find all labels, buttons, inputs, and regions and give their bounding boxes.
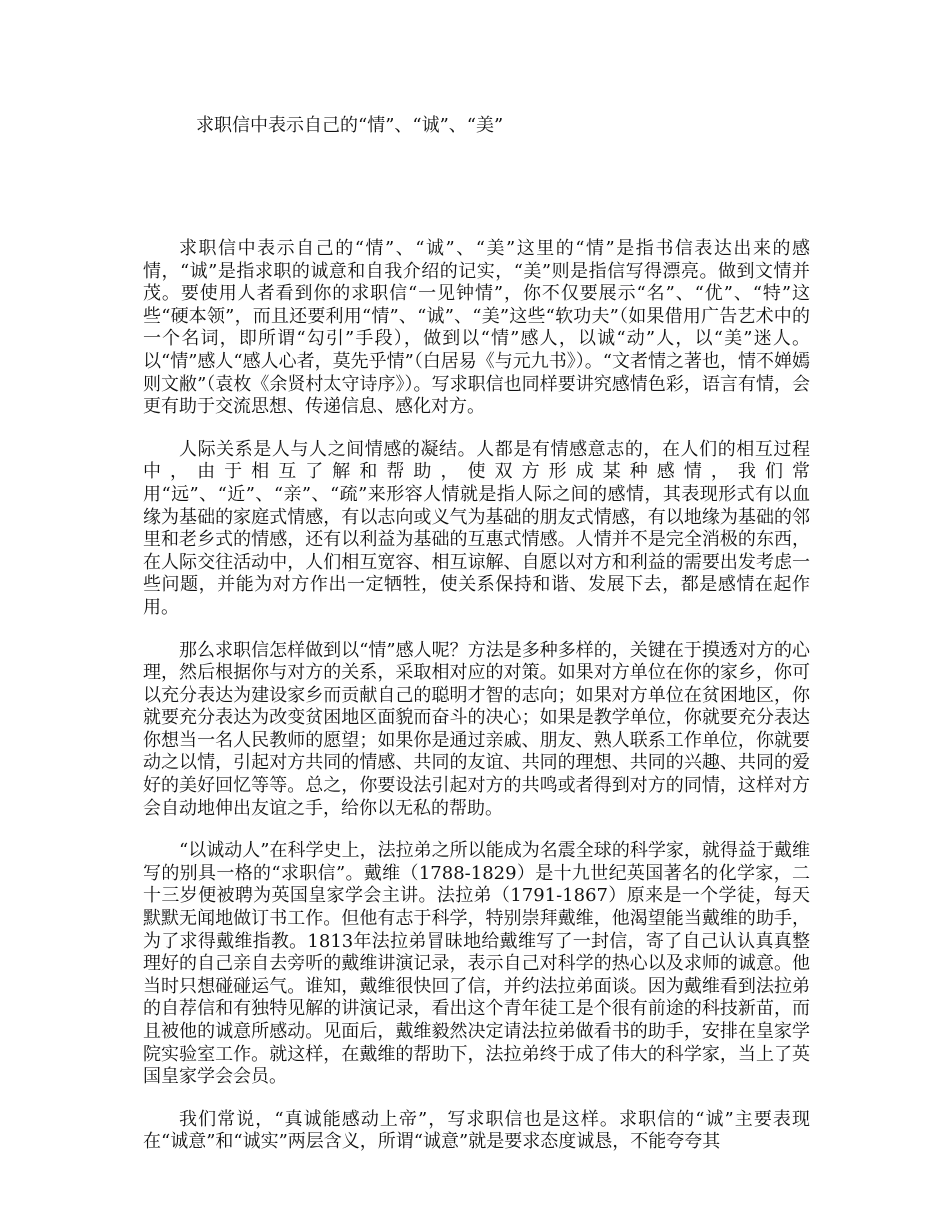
document-title: 求职信中表示自己的“情”、“诚”、“美” — [196, 115, 504, 136]
paragraph: 我们常说，“真诚能感动上帝”，写求职信也是这样。求职信的“诚”主要表现在“诚意”和“诚实”两层含义，所谓“诚意”就是要求态度诚恳，不能夸夸其 — [143, 1108, 810, 1153]
paragraph: 那么求职信怎样做到以“情”感人呢？方法是多种多样的，关键在于摸透对方的心理，然后根据你与对方的关系，采取相对应的对策。如果对方单位在你的家乡，你可以充分表达为建设家乡而贡献自己的聪明才智的志向；如果对方单位在贫困地区，你就要充分表达为改变贫困地区面貌而奋斗的决心；如果是教学单位，你就要充分表达你想当一名人民教师的愿望；如果你是通过亲戚、朋友、熟人联系工作单位，你就要动之以情，引起对方共同的情感、共同的友谊、共同的理想、共同的兴趣、共同的爱好的美好回忆等等。总之，你要设法引起对方的共鸣或者得到对方的同情，这样对方会自动地伸出友谊之手，给你以无私的帮助。 — [143, 639, 810, 819]
paragraph: 人际关系是人与人之间情感的凝结。人都是有情感意志的，在人们的相互过程中，由于相互了解和帮助，使双方形成某种感情，我们常用“远”、“近”、“亲”、“疏”来形容人情就是指人际之间的感情，其表现形式有以血缘为基础的家庭式情感，有以志向或义气为基础的朋友式情感，有以地缘为基础的邻里和老乡式的情感，还有以利益为基础的互惠式情感。人情并不是完全消极的东西，在人际交往活动中，人们相互宽容、相互谅解、自愿以对方和利益的需要出发考虑一些问题，并能为对方作出一定牺牲，使关系保持和谐、发展下去，都是感情在起作用。 — [143, 438, 810, 618]
paragraph: 求职信中表示自己的“情”、“诚”、“美”这里的“情”是指书信表达出来的感情，“诚”是指求职的诚意和自我介绍的记实，“美”则是指信写得漂亮。做到文情并茂。要使用人者看到你的求职信“一见钟情”，你不仅要展示“名”、“优”、“特”这些“硬本领”，而且还要利用“情”、“诚”、“美”这些“软功夫”（如果借用广告艺术中的一个名词，即所谓“勾引”手段），做到以“情”感人，以诚“动”人，以“美”迷人。以“情”感人“感人心者，莫先乎情”（白居易《与元九书》）。“文者情之著也，情不婵嫣则文敝”（袁枚《余贤村太守诗序》）。写求职信也同样要讲究感情色彩，语言有情，会更有助于交流思想、传递信息、感化对方。 — [143, 238, 811, 418]
paragraph: “以诚动人”在科学史上，法拉弟之所以能成为名震全球的科学家，就得益于戴维写的别具一格的“求职信”。戴维（1788-1829）是十九世纪英国著名的化学家，二十三岁便被聘为英国皇家学会主讲。法拉弟（1791-1867）原来是一个学徒，每天默默无闻地做订书工作。但他有志于科学，特别崇拜戴维，他渴望能当戴维的助手，为了求得戴维指教。1813年法拉弟冒昧地给戴维写了一封信，寄了自己认认真真整理好的自己亲自去旁听的戴维讲演记录，表示自己对科学的热心以及求师的诚意。他当时只想碰碰运气。谁知，戴维很快回了信，并约法拉弟面谈。因为戴维看到法拉弟的自荐信和有独特见解的讲演记录，看出这个青年徒工是个很有前途的科技新苗，而且被他的诚意所感动。见面后，戴维毅然决定请法拉弟做看书的助手，安排在皇家学院实验室工作。就这样，在戴维的帮助下，法拉弟终于成了伟大的科学家，当上了英国皇家学会会员。 — [143, 840, 810, 1088]
document-body — [143, 238, 810, 1174]
